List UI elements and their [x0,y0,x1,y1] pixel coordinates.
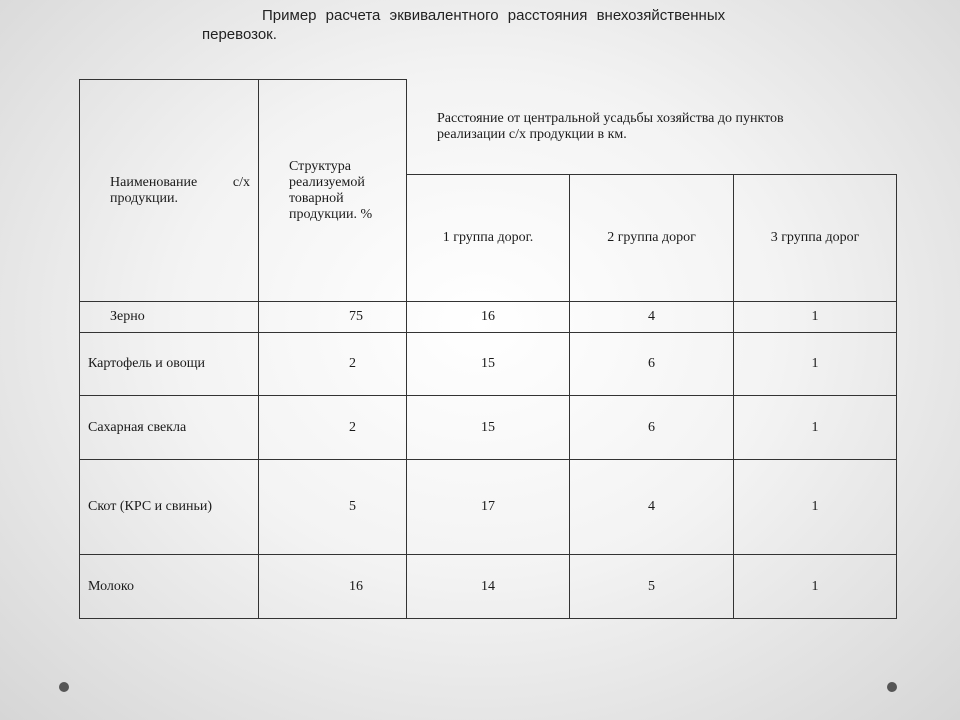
row-group-3: 1 [734,460,897,555]
header-structure-line-3: товарной [289,190,344,206]
row-structure: 5 [259,460,407,555]
row-name: Картофель и овощи [80,333,259,396]
row-group-3: 1 [734,555,897,619]
row-structure: 2 [259,333,407,396]
header-distance-line-1: Расстояние от центральной усадьбы хозяйства до пунктов [437,110,784,126]
row-group-1: 16 [407,302,570,333]
header-structure [259,80,407,302]
header-product-name-line-2: продукции. [110,190,178,206]
row-group-3: 1 [734,333,897,396]
header-distance [407,80,897,175]
header-product-name [80,80,259,302]
row-group-2: 5 [570,555,734,619]
table-row [80,333,897,396]
row-structure: 16 [259,555,407,619]
table-row [80,396,897,460]
header-road-group-1: 1 группа дорог. [407,175,570,302]
row-name: Сахарная свекла [80,396,259,460]
header-product-name-line-1: Наименование с/х [110,174,250,190]
row-group-1: 15 [407,333,570,396]
header-distance-line-2: реализации с/х продукции в км. [437,126,627,142]
row-structure: 2 [259,396,407,460]
row-structure: 75 [259,302,407,333]
slide-dot-right [887,682,897,692]
row-group-1: 17 [407,460,570,555]
header-structure-line-2: реализуемой [289,174,365,190]
slide-dot-left [59,682,69,692]
row-group-3: 1 [734,396,897,460]
header-road-group-3: 3 группа дорог [734,175,897,302]
row-group-2: 4 [570,460,734,555]
row-group-2: 6 [570,333,734,396]
row-group-1: 14 [407,555,570,619]
row-group-2: 6 [570,396,734,460]
title-line-1: Пример расчета эквивалентного расстояния внехозяйственных [262,7,726,24]
row-name: Скот (КРС и свиньи) [80,460,259,555]
row-name: Зерно [80,302,259,333]
row-name: Молоко [80,555,259,619]
distance-table [79,79,897,619]
title-line-2: перевозок. [202,26,277,43]
slide-title [202,6,762,44]
row-group-2: 4 [570,302,734,333]
header-road-group-2: 2 группа дорог [570,175,734,302]
table-row [80,555,897,619]
header-structure-line-1: Структура [289,158,352,174]
table-row [80,302,897,333]
header-structure-line-4: продукции. % [289,206,373,222]
row-group-1: 15 [407,396,570,460]
row-group-3: 1 [734,302,897,333]
table-row [80,460,897,555]
